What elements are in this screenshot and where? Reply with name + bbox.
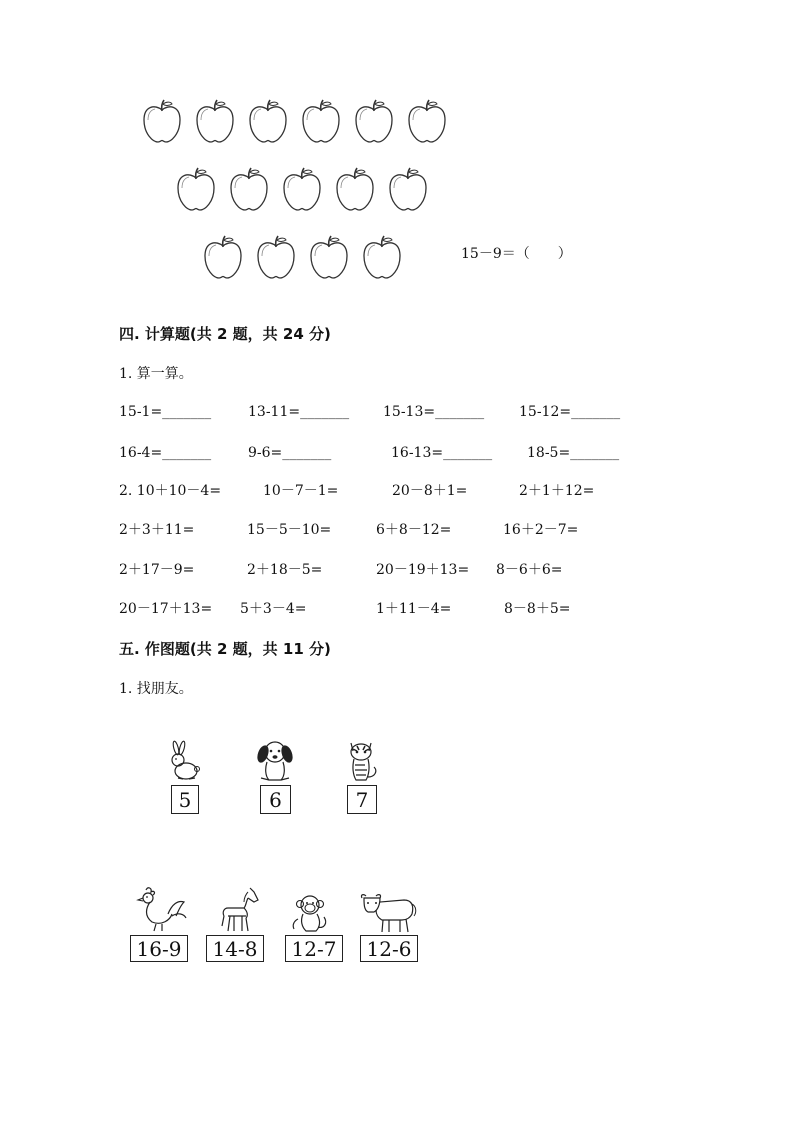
calc-item: 20－17＋13=: [119, 601, 213, 617]
expression-box: 12-7: [285, 935, 343, 962]
apple-icon: [300, 98, 342, 144]
calc-item: 2＋17－9=: [119, 562, 195, 578]
calc-item: 2＋18－5=: [247, 562, 323, 578]
apple-icon: [281, 166, 323, 212]
apple-icon: [353, 98, 395, 144]
calc-item: 15－5－10=: [247, 522, 332, 538]
number-box: 5: [171, 785, 199, 814]
apple-icon: [387, 166, 429, 212]
apple-icon: [361, 234, 403, 280]
calc-item: 15-1=_______: [119, 404, 212, 420]
calc-item: 15-12=_______: [519, 404, 621, 420]
calc-item: 2. 10＋10－4=: [119, 483, 222, 499]
section5-q1-label: 1. 找朋友。: [119, 681, 193, 697]
calc-item: 18-5=_______: [527, 445, 620, 461]
apple-icon: [247, 98, 289, 144]
apple-equation: 15－9＝（ ）: [461, 246, 572, 262]
horse-icon: [218, 886, 262, 933]
cat-icon: [341, 737, 381, 783]
calc-item: 2＋3＋11=: [119, 522, 195, 538]
calc-item: 16＋2－7=: [503, 522, 579, 538]
calc-item: 13-11=_______: [248, 404, 350, 420]
calc-item: 20－8＋1=: [392, 483, 468, 499]
calc-item: 20－19＋13=: [376, 562, 470, 578]
calc-item: 5＋3－4=: [240, 601, 307, 617]
section4-heading: 四. 计算题(共 2 题，共 24 分): [119, 325, 331, 343]
apple-icon: [255, 234, 297, 280]
calc-item: 6＋8－12=: [376, 522, 452, 538]
calc-item: 9-6=_______: [248, 445, 332, 461]
section5-heading: 五. 作图题(共 2 题，共 11 分): [119, 640, 331, 658]
expression-box: 14-8: [206, 935, 264, 962]
apple-icon: [406, 98, 448, 144]
calc-item: 16-13=_______: [391, 445, 493, 461]
calc-item: 16-4=_______: [119, 445, 212, 461]
apple-icon: [228, 166, 270, 212]
calc-item: 8－8＋5=: [504, 601, 571, 617]
apple-icon: [308, 234, 350, 280]
apple-icon: [334, 166, 376, 212]
calc-item: 15-13=_______: [383, 404, 485, 420]
apple-icon: [175, 166, 217, 212]
expression-box: 16-9: [130, 935, 188, 962]
apple-icon: [141, 98, 183, 144]
apple-icon: [194, 98, 236, 144]
rabbit-icon: [166, 740, 204, 782]
ox-icon: [356, 892, 418, 934]
section4-q1-label: 1. 算一算。: [119, 366, 193, 382]
expression-box: 12-6: [360, 935, 418, 962]
number-box: 7: [347, 785, 377, 814]
number-box: 6: [260, 785, 291, 814]
calc-item: 1＋11－4=: [376, 601, 452, 617]
calc-item: 8－6＋6=: [496, 562, 563, 578]
calc-item: 2＋1＋12=: [519, 483, 595, 499]
dog-icon: [253, 738, 297, 783]
monkey-icon: [288, 893, 332, 933]
apple-icon: [202, 234, 244, 280]
rooster-icon: [132, 886, 188, 932]
calc-item: 10－7－1=: [263, 483, 339, 499]
